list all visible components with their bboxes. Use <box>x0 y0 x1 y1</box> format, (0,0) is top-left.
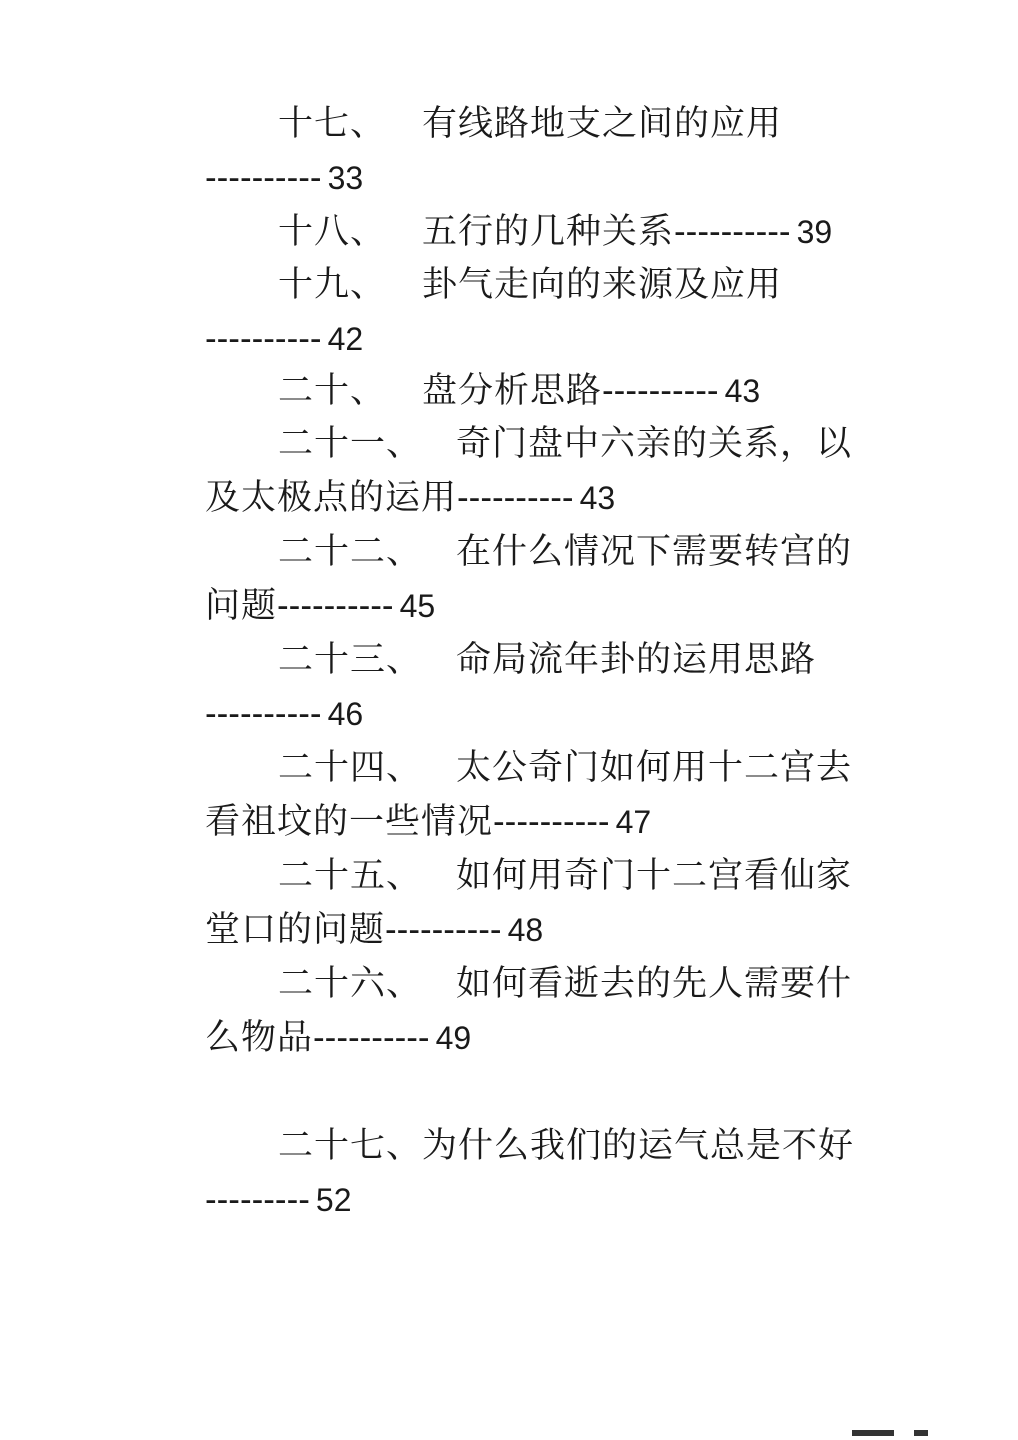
toc-entry-19 <box>278 265 782 305</box>
toc-entry-22 <box>278 532 852 572</box>
entry-title: 在什么情况下需要转宫的 <box>456 532 853 572</box>
toc-entry-27-page-line <box>205 1180 352 1220</box>
entry-title: 命局流年卦的运用思路 <box>456 640 817 680</box>
entry-title-continued: 堂口的问题 <box>205 910 386 950</box>
toc-entry-24 <box>278 748 852 788</box>
entry-number: 二十五、 <box>278 856 423 896</box>
entry-title-continued: 么物品 <box>205 1018 314 1058</box>
entry-title: 为什么我们的运气总是不好 <box>422 1126 855 1166</box>
entry-title: 太公奇门如何用十二宫去 <box>456 748 853 788</box>
page-number: 46 <box>327 696 364 732</box>
entry-title-continued: 问题 <box>205 586 278 626</box>
entry-number: 二十二、 <box>278 532 423 572</box>
footer-scan-mark <box>852 1430 932 1436</box>
toc-entry-25-cont <box>205 910 543 950</box>
entry-number: 十八、 <box>278 212 387 252</box>
dot-leader: ---------- <box>602 371 719 410</box>
toc-entry-18 <box>278 212 832 252</box>
entry-number: 二十四、 <box>278 748 423 788</box>
entry-title: 五行的几种关系 <box>422 212 675 252</box>
toc-entry-21 <box>278 424 852 464</box>
toc-entry-27 <box>278 1126 854 1166</box>
dot-leader: ---------- <box>385 910 502 949</box>
entry-title: 卦气走向的来源及应用 <box>422 265 783 305</box>
page-number: 45 <box>399 588 436 624</box>
entry-title: 奇门盘中六亲的关系，以 <box>456 424 853 464</box>
page-number: 39 <box>796 214 833 250</box>
dot-leader: ---------- <box>457 478 574 517</box>
page-number: 49 <box>435 1020 472 1056</box>
entry-number: 二十七、 <box>278 1126 423 1166</box>
toc-entry-22-cont <box>205 586 435 626</box>
toc-entry-26 <box>278 964 852 1004</box>
entry-title: 有线路地支之间的应用 <box>422 104 783 144</box>
entry-title: 如何看逝去的先人需要什 <box>456 964 853 1004</box>
entry-number: 二十六、 <box>278 964 423 1004</box>
entry-title: 如何用奇门十二宫看仙家 <box>456 856 853 896</box>
entry-number: 二十、 <box>278 371 387 411</box>
toc-entry-25 <box>278 856 852 896</box>
entry-number: 二十一、 <box>278 424 423 464</box>
page-number: 43 <box>724 373 761 409</box>
toc-entry-24-cont <box>205 802 651 842</box>
toc-entry-17-page-line <box>205 158 363 198</box>
dot-leader: ---------- <box>674 212 791 251</box>
page-number: 47 <box>615 804 652 840</box>
toc-entry-17 <box>278 104 782 144</box>
dot-leader: ---------- <box>313 1018 430 1057</box>
entry-title-continued: 及太极点的运用 <box>205 478 458 518</box>
dot-leader: ---------- <box>205 158 322 197</box>
toc-entry-21-cont <box>205 478 615 518</box>
dot-leader: ---------- <box>205 319 322 358</box>
dot-leader: ---------- <box>277 586 394 625</box>
page-number: 48 <box>507 912 544 948</box>
dot-leader: ---------- <box>493 802 610 841</box>
entry-number: 二十三、 <box>278 640 423 680</box>
toc-entry-23-page-line <box>205 694 363 734</box>
dot-leader: ---------- <box>205 694 322 733</box>
page-number: 42 <box>327 321 364 357</box>
page-number: 52 <box>315 1182 352 1218</box>
page-number: 43 <box>579 480 616 516</box>
dot-leader: --------- <box>205 1180 310 1219</box>
toc-entry-26-cont <box>205 1018 471 1058</box>
entry-number: 十九、 <box>278 265 387 305</box>
entry-title: 盘分析思路 <box>422 371 603 411</box>
page-number: 33 <box>327 160 364 196</box>
entry-title-continued: 看祖坟的一些情况 <box>205 802 494 842</box>
toc-entry-23 <box>278 640 816 680</box>
toc-entry-19-page-line <box>205 319 363 359</box>
toc-entry-20 <box>278 371 760 411</box>
entry-number: 十七、 <box>278 104 387 144</box>
